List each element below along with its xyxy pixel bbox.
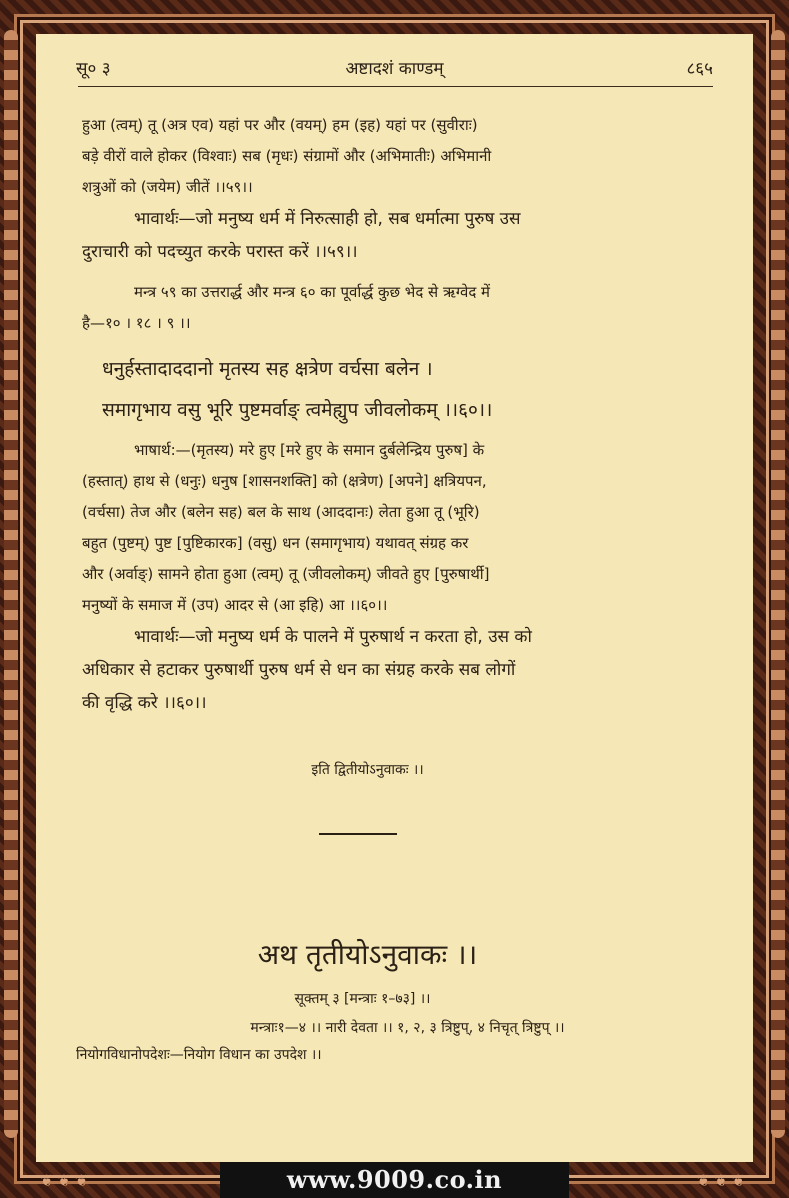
devata-line: मन्त्राः१—४ ।। नारी देवता ।। १, २, ३ त्रिष्टुप्, ४ निचृत् त्रिष्टुप् ।।	[250, 1020, 565, 1036]
anuvaka-end: इति द्वितीयोऽनुवाकः ।।	[311, 762, 424, 778]
sukta-heading: सूक्तम् ३ [मन्त्राः १–७३] ।।	[294, 991, 431, 1007]
bhavartha-line: दुराचारी को पदच्युत करके परास्त करें ।।५९।।	[82, 242, 358, 262]
sukta-number: सू० ३	[76, 59, 111, 79]
ornament-icon-right: ❦❦❦	[696, 1171, 749, 1190]
website-link[interactable]: www.9009.co.in	[286, 1165, 503, 1194]
bhavartha-line: भावार्थः—जो मनुष्य धर्म के पालने में पुरुषार्थ न करता हो, उस को	[134, 627, 532, 647]
mantra-line-1: धनुर्हस्तादाददानो मृतस्य सह क्षत्रेण वर्चसा बलेन ।	[102, 358, 433, 380]
reference-line: मन्त्र ५९ का उत्तरार्द्ध और मन्त्र ६० का पूर्वार्द्ध कुछ भेद से ऋग्वेद में	[134, 283, 491, 301]
kanda-title: अष्टादशं काण्डम्	[345, 59, 444, 79]
scroll-ornament-left	[4, 30, 18, 1138]
reference-line: है—१० । १८ । ९ ।।	[82, 314, 191, 332]
bhashya-line: मनुष्यों के समाज में (उप) आदर से (आ इहि) आ ।।६०।।	[82, 596, 388, 614]
bhashya-line: और (अर्वाङ्) सामने होता हुआ (त्वम्) तू (जीवलोकम्) जीवते हुए [पुरुषार्थी]	[82, 565, 490, 583]
bhavartha-line: भावार्थः—जो मनुष्य धर्म में निरुत्साही हो, सब धर्मात्मा पुरुष उस	[134, 209, 521, 229]
bhashya-line: (हस्तात्) हाथ से (धनुः) धनुष [शासनशक्ति] को (क्षत्रेण) [अपने] क्षत्रियपन,	[82, 472, 487, 490]
upadesh-line: नियोगविधानोपदेशः—नियोग विधान का उपदेश ।।	[76, 1047, 322, 1063]
mantra-line-2: समागृभाय वसु भूरि पुष्टमर्वाङ् त्वमेह्युप जीवलोकम् ।।६०।।	[102, 399, 493, 421]
section-divider	[319, 833, 397, 835]
bhashya-line: (वर्चसा) तेज और (बलेन सह) बल के साथ (आददानः) लेता हुआ तू (भूरि)	[82, 503, 480, 521]
page-header	[76, 56, 713, 86]
page-body	[76, 110, 713, 1064]
text-line: बड़े वीरों वाले होकर (विश्वाः) सब (मृधः) संग्रामों और (अभिमातीः) अभिमानी	[82, 147, 492, 165]
page	[36, 34, 753, 1162]
ornament-icon-left: ❦❦❦	[40, 1171, 93, 1190]
header-divider	[78, 86, 713, 87]
page-number: ८६५	[686, 59, 713, 79]
scroll-ornament-right	[771, 30, 785, 1138]
bhashya-line: भाषार्थ:—(मृतस्य) मरे हुए [मरे हुए के समान दुर्बलेन्द्रिय पुरुष] के	[134, 441, 485, 459]
bhavartha-line: अधिकार से हटाकर पुरुषार्थी पुरुष धर्म से धन का संग्रह करके सब लोगों	[82, 660, 516, 680]
text-line: शत्रुओं को (जयेम) जीतें ।।५९।।	[82, 178, 253, 196]
bhavartha-line: की वृद्धि करे ।।६०।।	[82, 693, 207, 713]
anuvaka-title: अथ तृतीयोऽनुवाकः ।।	[257, 938, 478, 971]
bhashya-line: बहुत (पुष्टम्) पुष्ट [पुष्टिकारक] (वसु) धन (समागृभाय) यथावत् संग्रह कर	[82, 534, 469, 552]
text-line: हुआ (त्वम्) तू (अत्र एव) यहां पर और (वयम्) हम (इह) यहां पर (सुवीराः)	[82, 116, 478, 134]
